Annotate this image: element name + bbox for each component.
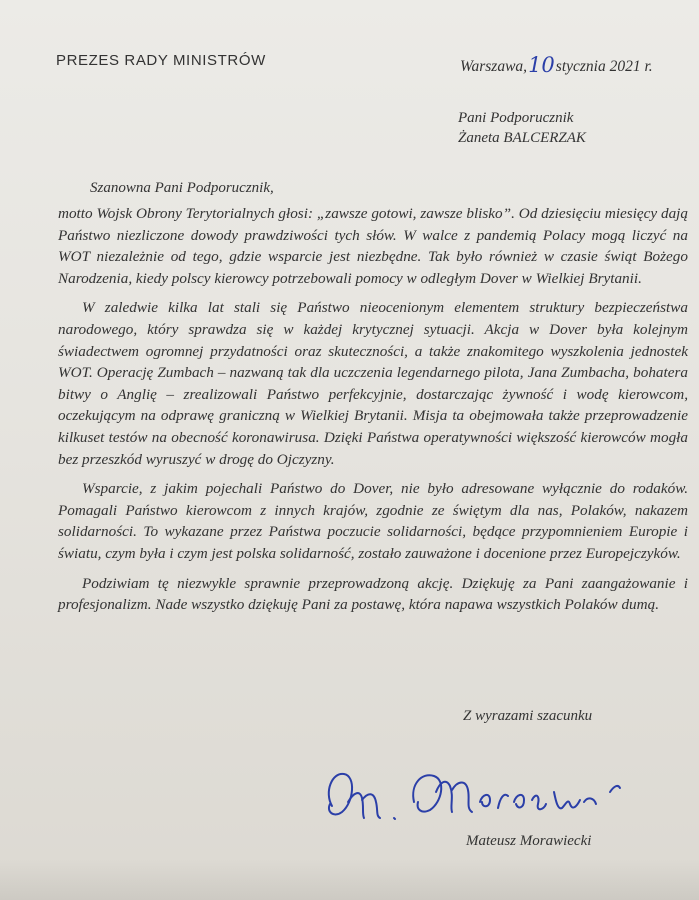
date-day-handwritten: 10 <box>528 53 555 77</box>
recipient-name: Żaneta BALCERZAK <box>458 130 586 146</box>
date-month-year: stycznia 2021 r. <box>555 58 653 75</box>
letter-date <box>460 52 653 76</box>
paragraph: Podziwiam tę niezwykle sprawnie przeprowadzoną akcję. Dziękuję za Pani zaangażowanie i profesjonalizm. Nade wszystko dziękuję Pani za postawę, która napawa wszystkich Polaków dumą. <box>58 574 688 614</box>
recipient-block <box>458 108 586 148</box>
paragraph: Wsparcie, z jakim pojechali Państwo do Dover, nie było adresowane wyłącznie do rodaków. Pomagali Państwo kierowcom z innych krajów, zgodnie ze świętym dla nas, Polaków, nakazem solidarności. To wykazane przez Państwa poczucie solidarności, będące przypomnieniem Europie i światu, czym była i czym jest polska solidarność, zostało zauważone i docenione przez Europejczyków. <box>58 480 688 562</box>
signer-name: Mateusz Morawiecki <box>466 833 592 849</box>
letter-body <box>58 203 688 624</box>
paper-shadow <box>0 860 699 900</box>
recipient-rank: Pani Podporucznik <box>458 110 574 126</box>
paragraph: motto Wojsk Obrony Terytorialnych głosi: „zawsze gotowi, zawsze blisko”. Od dziesięciu miesięcy dają Państwo niezliczone dowody prawdziwości tych słów. W walce z pandemią Polacy mogą liczyć na WOT niezależnie od tego, gdzie wsparcie jest niezbędne. Tak było również w czasie świąt Bożego Narodzenia, kiedy polscy kierowcy potrzebowali pomocy w odległym Dover w Wielkiej Brytanii. <box>58 205 688 287</box>
office-title: PREZES RADY MINISTRÓW <box>56 52 266 69</box>
handwritten-signature <box>318 762 668 842</box>
paragraph: W zaledwie kilka lat stali się Państwo nieocenionym elementem struktury bezpieczeństwa narodowego, który sprawdza się w każdej krytycznej sytuacji. Akcja w Dover była kolejnym świadectwem ogromnej przydatności oraz skuteczności, a także znakomitego wyszkolenia jednostek WOT. Operację Zumbach – nazwaną tak dla uczczenia legendarnego pilota, Jana Zumbacha, bohatera bitwy o Anglię – zrealizowali Państwo perfekcyjnie, dostarczając żywność i wodę kierowcom, oczekującym na odprawę graniczną w Wielkiej Brytanii. Misja ta obejmowała także przeprowadzenie kilkuset testów na obecność koronawirusa. Dzięki Państwa operatywności większość kierowców mogła bez przeszkód wyruszyć w drogę do Ojczyzny. <box>58 299 688 468</box>
closing-phrase: Z wyrazami szacunku <box>463 708 593 724</box>
date-place: Warszawa, <box>460 58 528 75</box>
salutation: Szanowna Pani Podporucznik, <box>90 180 274 196</box>
